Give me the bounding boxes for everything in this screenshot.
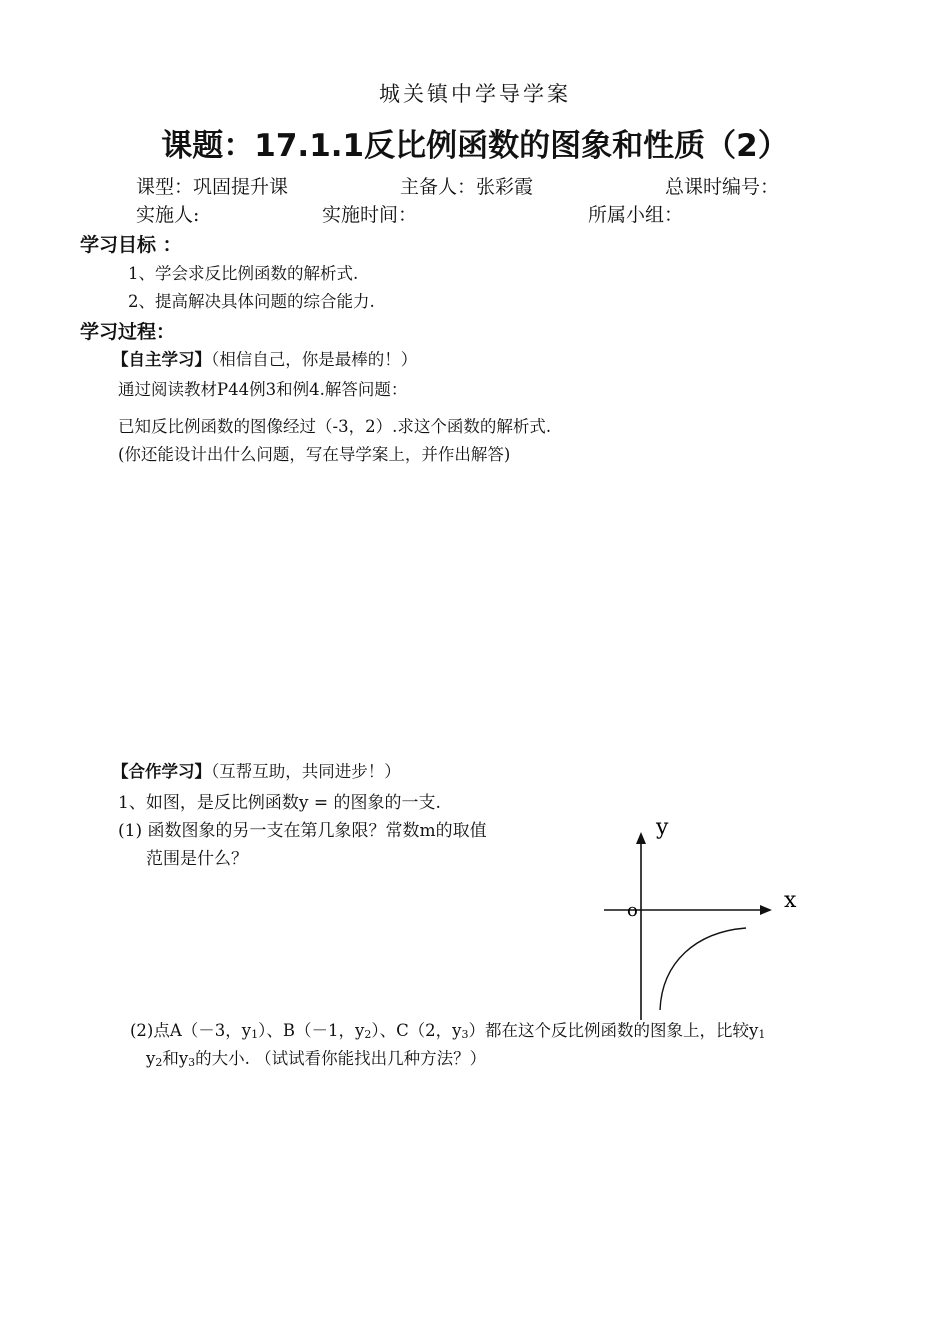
part2-text: 和y xyxy=(162,1049,189,1068)
y-axis-arrow xyxy=(636,832,646,844)
self-study-question: 已知反比例函数的图像经过（-3，2）.求这个函数的解析式. xyxy=(118,417,552,436)
cooperative-line xyxy=(112,758,401,782)
x-axis-label: x xyxy=(784,888,797,913)
subscript: 1 xyxy=(758,1028,766,1041)
cooperative-label: 【合作学习】 xyxy=(112,762,211,781)
objective-item: 1、学会求反比例函数的解析式. xyxy=(128,264,359,283)
lesson-title: 课题：17.1.1反比例函数的图象和性质（2） xyxy=(161,128,789,164)
question-1-part-1: (1) 函数图象的另一支在第几象限？常数m的取值 xyxy=(118,821,487,841)
part2-text: ）都在这个反比例函数的图象上，比较y xyxy=(468,1021,759,1040)
part2-text: ）、B（－1，y xyxy=(258,1021,365,1040)
hyperbola-branch xyxy=(660,928,746,1010)
preparer: 主备人：张彩霞 xyxy=(400,176,534,198)
hyperbola-figure xyxy=(596,812,816,1032)
y-axis-label: y xyxy=(656,815,669,840)
cooperative-note: （互帮互助，共同进步！） xyxy=(211,762,401,781)
x-axis-arrow xyxy=(760,905,772,915)
self-study-extra: (你还能设计出什么问题，写在导学案上，并作出解答) xyxy=(118,445,511,464)
subscript: 3 xyxy=(461,1028,469,1041)
origin-label: o xyxy=(627,900,638,921)
subscript: 1 xyxy=(251,1028,259,1041)
question-1-part-2-cont xyxy=(146,1045,486,1069)
self-study-note: （相信自己，你是最棒的！） xyxy=(211,350,418,369)
self-study-instruction: 通过阅读教材P44例3和例4.解答问题： xyxy=(118,380,408,399)
school-name: 城关镇中学导学案 xyxy=(379,82,571,106)
course-type: 课型：巩固提升课 xyxy=(136,176,289,198)
implementation-time: 实施时间： xyxy=(322,204,418,226)
part2-text: y xyxy=(146,1049,156,1068)
question-1-part-1-cont: 范围是什么？ xyxy=(146,849,248,869)
question-1: 1、如图，是反比例函数y = 的图象的一支. xyxy=(118,793,441,813)
part2-text: 的大小. （试试看你能找出几种方法？） xyxy=(195,1049,487,1068)
lesson-number: 总课时编号： xyxy=(665,176,780,198)
part2-text: ）、C（2，y xyxy=(371,1021,462,1040)
subscript: 2 xyxy=(364,1028,372,1041)
self-study-label: 【自主学习】 xyxy=(112,350,211,369)
process-heading: 学习过程： xyxy=(80,321,176,343)
group: 所属小组： xyxy=(588,204,684,226)
question-1-part-2 xyxy=(130,1017,765,1041)
subscript: 2 xyxy=(155,1056,163,1069)
self-study-line xyxy=(112,346,417,370)
objective-item: 2、提高解决具体问题的综合能力. xyxy=(128,292,375,311)
subscript: 3 xyxy=(188,1056,196,1069)
implementer: 实施人: xyxy=(136,204,200,226)
objectives-heading: 学习目标 ： xyxy=(80,234,182,256)
part2-text: (2)点A（－3，y xyxy=(130,1021,252,1040)
